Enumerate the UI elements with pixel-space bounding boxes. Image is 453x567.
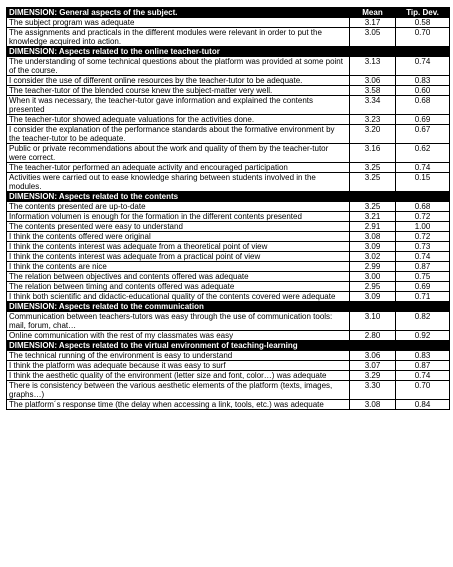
- tip-dev-value: 0.68: [396, 96, 450, 115]
- dimension-title: DIMENSION: Aspects related to the contents: [7, 192, 450, 202]
- mean-value: 3.20: [350, 125, 396, 144]
- item-statement: When it was necessary, the teacher-tutor gave information and explained the contents presented: [7, 96, 350, 115]
- table-row: [7, 361, 450, 371]
- dimension-header-row: [7, 47, 450, 57]
- item-statement: I think the aesthetic quality of the environment (letter size and font, color…) was adequate: [7, 371, 350, 381]
- item-statement: There is consistency between the various aesthetic elements of the platform (texts, images, graphs…): [7, 381, 350, 400]
- tip-dev-value: 0.74: [396, 57, 450, 76]
- item-statement: I think the platform was adequate because it was easy to surf: [7, 361, 350, 371]
- table-row: [7, 222, 450, 232]
- table-row: [7, 18, 450, 28]
- mean-value: 3.10: [350, 312, 396, 331]
- item-statement: Communication between teachers-tutors was easy through the use of communication tools: mail, forum, chat…: [7, 312, 350, 331]
- mean-value: 3.25: [350, 173, 396, 192]
- mean-value: 2.99: [350, 262, 396, 272]
- dimension-title: DIMENSION: Aspects related to the online teacher-tutor: [7, 47, 450, 57]
- table-row: [7, 242, 450, 252]
- mean-value: 3.25: [350, 202, 396, 212]
- table-row: [7, 351, 450, 361]
- mean-value: 3.00: [350, 272, 396, 282]
- survey-table-container: [6, 7, 449, 410]
- tip-dev-value: 0.72: [396, 212, 450, 222]
- item-statement: The contents presented were easy to understand: [7, 222, 350, 232]
- item-statement: The teacher-tutor performed an adequate activity and encouraged participation: [7, 163, 350, 173]
- table-row: [7, 371, 450, 381]
- mean-value: 3.21: [350, 212, 396, 222]
- tip-dev-value: 0.60: [396, 86, 450, 96]
- table-row: [7, 125, 450, 144]
- mean-value: 3.09: [350, 242, 396, 252]
- table-row: [7, 86, 450, 96]
- tip-dev-value: 0.69: [396, 115, 450, 125]
- tip-dev-value: 0.71: [396, 292, 450, 302]
- tip-dev-value: 0.74: [396, 252, 450, 262]
- item-statement: I consider the use of different online resources by the teacher-tutor to be adequate.: [7, 76, 350, 86]
- item-statement: Public or private recommendations about the work and quality of them by the teacher-tutor were correct.: [7, 144, 350, 163]
- table-row: [7, 292, 450, 302]
- tip-dev-value: 0.92: [396, 331, 450, 341]
- mean-value: 3.09: [350, 292, 396, 302]
- table-row: [7, 76, 450, 86]
- item-statement: Information volumen is enough for the formation in the different contents presented: [7, 212, 350, 222]
- item-statement: I think the contents interest was adequate from a practical point of view: [7, 252, 350, 262]
- mean-value: 3.02: [350, 252, 396, 262]
- item-statement: I consider the explanation of the performance standards about the formative environment by the teacher-tutor to be adequate.: [7, 125, 350, 144]
- header-tip-dev: Tip. Dev.: [396, 8, 450, 18]
- tip-dev-value: 0.69: [396, 282, 450, 292]
- item-statement: The platform´s response time (the delay when accessing a link, tools, etc.) was adequate: [7, 400, 350, 410]
- mean-value: 3.23: [350, 115, 396, 125]
- header-dimension-label: DIMENSION: General aspects of the subject.: [7, 8, 350, 18]
- table-row: [7, 312, 450, 331]
- tip-dev-value: 0.74: [396, 163, 450, 173]
- item-statement: The relation between timing and contents offered was adequate: [7, 282, 350, 292]
- tip-dev-value: 0.75: [396, 272, 450, 282]
- item-statement: Online communication with the rest of my classmates was easy: [7, 331, 350, 341]
- table-row: [7, 115, 450, 125]
- dimension-header-row: [7, 192, 450, 202]
- tip-dev-value: 0.58: [396, 18, 450, 28]
- mean-value: 3.34: [350, 96, 396, 115]
- tip-dev-value: 0.87: [396, 361, 450, 371]
- mean-value: 3.07: [350, 361, 396, 371]
- dimension-header-row: [7, 341, 450, 351]
- table-row: [7, 400, 450, 410]
- item-statement: The relation between objectives and contents offered was adequate: [7, 272, 350, 282]
- mean-value: 3.13: [350, 57, 396, 76]
- tip-dev-value: 0.82: [396, 312, 450, 331]
- dimension-title: DIMENSION: Aspects related to the virtual environment of teaching-learning: [7, 341, 450, 351]
- mean-value: 2.80: [350, 331, 396, 341]
- tip-dev-value: 0.87: [396, 262, 450, 272]
- table-row: [7, 28, 450, 47]
- survey-results-table: [6, 7, 450, 410]
- item-statement: I think both scientific and didactic-educational quality of the contents covered were adequate: [7, 292, 350, 302]
- tip-dev-value: 0.83: [396, 351, 450, 361]
- mean-value: 3.29: [350, 371, 396, 381]
- table-row: [7, 381, 450, 400]
- item-statement: Activities were carried out to ease knowledge sharing between students involved in the modules.: [7, 173, 350, 192]
- table-row: [7, 163, 450, 173]
- tip-dev-value: 0.15: [396, 173, 450, 192]
- table-row: [7, 232, 450, 242]
- table-row: [7, 212, 450, 222]
- mean-value: 2.91: [350, 222, 396, 232]
- table-row: [7, 252, 450, 262]
- item-statement: I think the contents are nice: [7, 262, 350, 272]
- table-row: [7, 144, 450, 163]
- item-statement: I think the contents offered were original: [7, 232, 350, 242]
- tip-dev-value: 0.70: [396, 28, 450, 47]
- tip-dev-value: 0.70: [396, 381, 450, 400]
- mean-value: 3.06: [350, 76, 396, 86]
- mean-value: 3.08: [350, 232, 396, 242]
- mean-value: 3.17: [350, 18, 396, 28]
- mean-value: 3.58: [350, 86, 396, 96]
- tip-dev-value: 0.83: [396, 76, 450, 86]
- mean-value: 3.16: [350, 144, 396, 163]
- item-statement: The understanding of some technical questions about the platform was provided at some point of the course.: [7, 57, 350, 76]
- item-statement: The teacher-tutor of the blended course knew the subject-matter very well.: [7, 86, 350, 96]
- tip-dev-value: 0.67: [396, 125, 450, 144]
- tip-dev-value: 1.00: [396, 222, 450, 232]
- item-statement: The technical running of the environment is easy to understand: [7, 351, 350, 361]
- table-row: [7, 282, 450, 292]
- mean-value: 3.25: [350, 163, 396, 173]
- dimension-header-row: [7, 302, 450, 312]
- item-statement: The assignments and practicals in the different modules were relevant in order to put the knowledge acquired into action.: [7, 28, 350, 47]
- item-statement: The teacher-tutor showed adequate valuations for the activities done.: [7, 115, 350, 125]
- tip-dev-value: 0.72: [396, 232, 450, 242]
- mean-value: 3.08: [350, 400, 396, 410]
- item-statement: The contents presented are up-to-date: [7, 202, 350, 212]
- tip-dev-value: 0.62: [396, 144, 450, 163]
- tip-dev-value: 0.84: [396, 400, 450, 410]
- table-row: [7, 272, 450, 282]
- mean-value: 2.95: [350, 282, 396, 292]
- mean-value: 3.30: [350, 381, 396, 400]
- table-row: [7, 57, 450, 76]
- mean-value: 3.05: [350, 28, 396, 47]
- table-row: [7, 173, 450, 192]
- item-statement: The subject program was adequate: [7, 18, 350, 28]
- item-statement: I think the contents interest was adequate from a theoretical point of view: [7, 242, 350, 252]
- mean-value: 3.06: [350, 351, 396, 361]
- table-row: [7, 202, 450, 212]
- dimension-title: DIMENSION: Aspects related to the communication: [7, 302, 450, 312]
- table-header-row: [7, 8, 450, 18]
- table-row: [7, 331, 450, 341]
- header-mean: Mean: [350, 8, 396, 18]
- table-row: [7, 262, 450, 272]
- tip-dev-value: 0.68: [396, 202, 450, 212]
- survey-table-body: [7, 8, 450, 410]
- table-row: [7, 96, 450, 115]
- tip-dev-value: 0.73: [396, 242, 450, 252]
- tip-dev-value: 0.74: [396, 371, 450, 381]
